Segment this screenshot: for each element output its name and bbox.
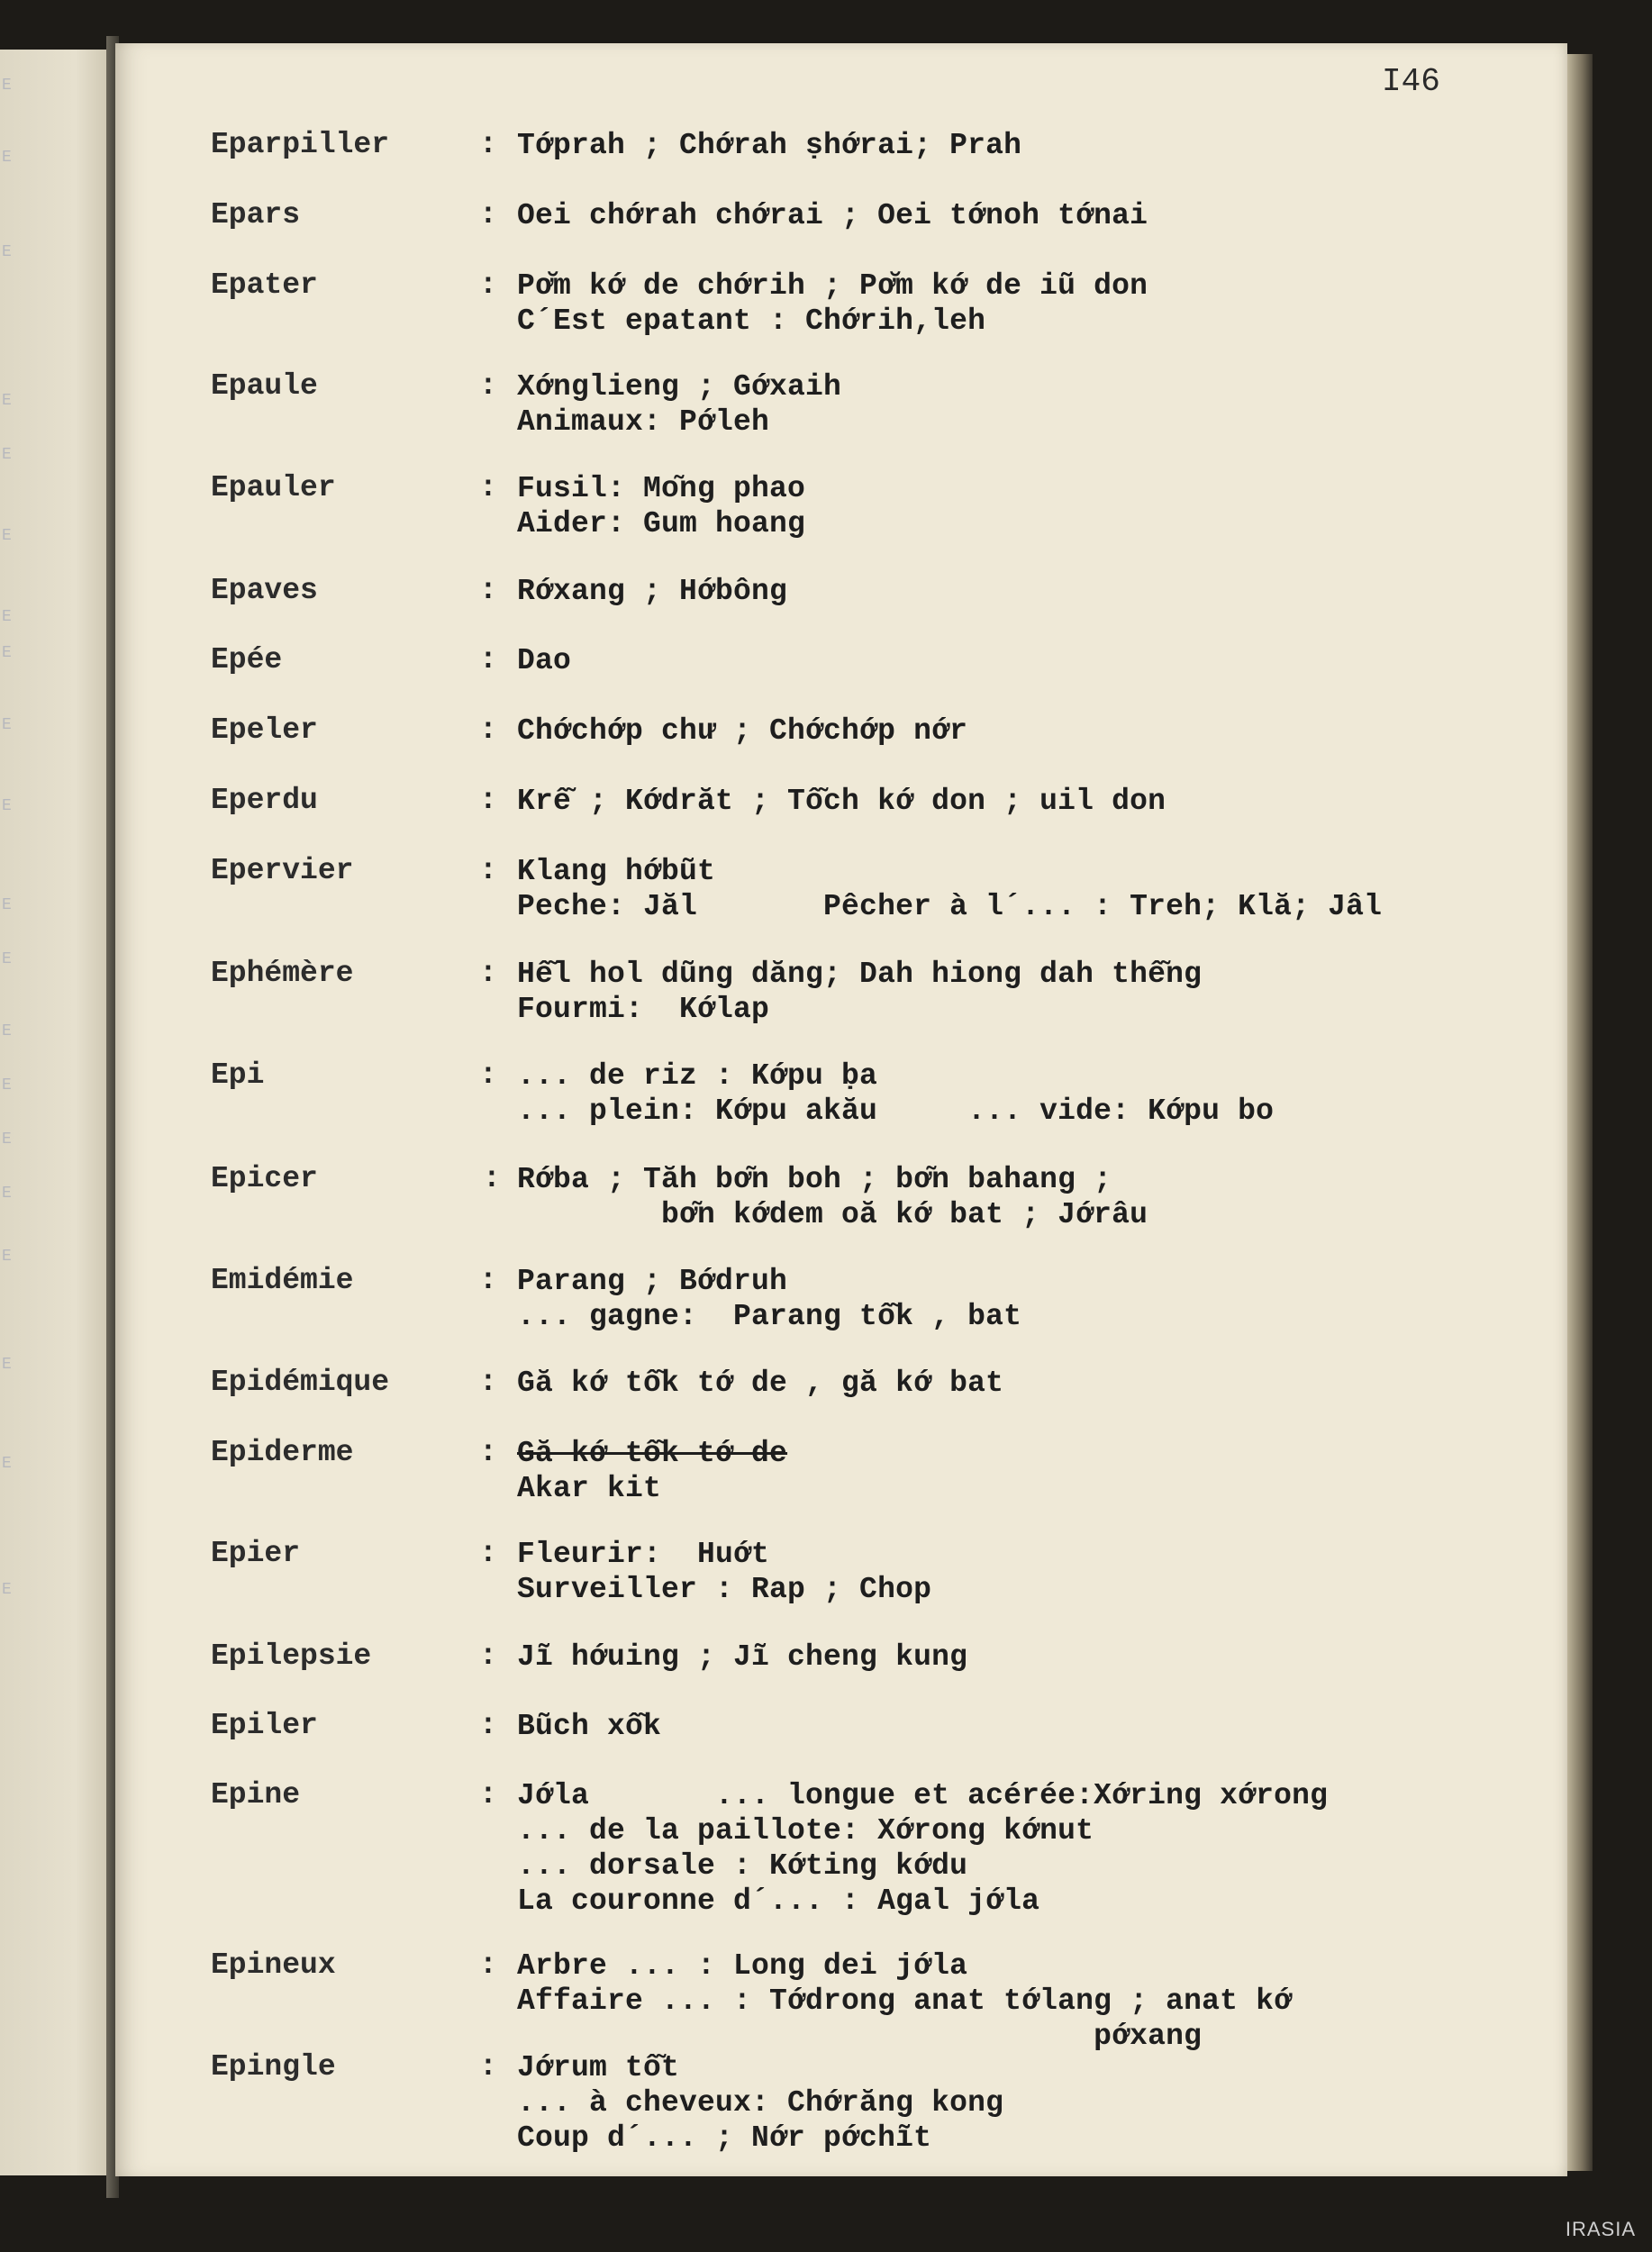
definition-line: ... à cheveux: Chớrăng kong [517,2086,1004,2120]
entry-separator: : [479,1778,497,1812]
entry-term: Epineux [211,1948,336,1982]
definition-line: Aider: Gum hoang [517,507,806,540]
bleed-mark: E [2,1022,12,1040]
definition-line: Akar kit [517,1472,662,1505]
page-number: I46 [1382,63,1440,100]
definition-line: Parang ; Bớdruh [517,1265,788,1298]
definition-line: La couronne d´... : Agal jớla [517,1884,1040,1918]
bleed-mark: E [2,527,12,545]
entry-term: Epervier [211,854,354,887]
entry-term: Epiderme [211,1436,354,1469]
entry-separator: : [479,268,497,302]
entry-definition [517,1366,1003,1401]
entry-separator: : [479,574,497,607]
bleed-mark: E [2,77,12,95]
entry-definition [517,574,787,609]
definition-line: Klang hớbũt [517,855,716,888]
bleed-mark: E [2,1455,12,1473]
definition-line: Xớnglieng ; Gớxaih [517,370,842,404]
definition-line: Pơ̆m kớ de chớrih ; Pơ̆m kớ de iũ don [517,269,1148,303]
definition-line: ... de riz : Kớpu ḅa [517,1059,878,1093]
bleed-mark: E [2,446,12,464]
entry-term: Epiler [211,1709,318,1742]
entry-separator: : [479,2050,497,2084]
entry-separator: : [479,1709,497,1742]
definition-line: Fourmi: Kớlap [517,993,770,1026]
definition-line: Coup d´... ; Nớr pớchĩt [517,2121,932,2155]
definition-line: Dao [517,644,572,677]
entry-separator: : [479,1639,497,1673]
entry-definition [517,2050,1003,2156]
entry-separator: : [479,784,497,817]
entry-definition [517,1264,1021,1334]
bleed-mark: E [2,950,12,968]
definition-line: Hê͂l hol dũng dăng; Dah hiong dah thê͂ng [517,958,1203,991]
entry-term: Epeler [211,713,318,747]
entry-definition [517,643,571,678]
definition-line: Surveiller : Rap ; Chop [517,1573,932,1606]
entry-separator: : [479,643,497,677]
bleed-mark: E [2,1581,12,1599]
definition-line: Gă kớ tô͂k tớ de , gă kớ bat [517,1367,1004,1400]
definition-line: Bũch xô͂k [517,1710,662,1743]
entry-separator: : [479,1948,497,1982]
entry-term: Epaule [211,369,318,403]
bleed-mark: E [2,149,12,167]
watermark: IRASIA [1565,2218,1636,2240]
entry-term: Epée [211,643,283,677]
entry-term: Epars [211,198,301,232]
bleed-mark: E [2,1131,12,1149]
entry-definition [517,854,1382,924]
bleed-mark: E [2,797,12,815]
entry-definition [517,784,1166,819]
bleed-mark: E [2,1356,12,1374]
definition-line: ... gagne: Parang tô͂k , bat [517,1300,1022,1333]
entry-separator: : [479,713,497,747]
entry-separator: : [479,198,497,232]
entry-separator: : [479,854,497,887]
entry-separator: : [479,128,497,161]
entry-separator: : [479,369,497,403]
entry-separator: : [479,957,497,990]
entry-definition [517,1058,1274,1129]
entry-definition [517,198,1148,233]
bleed-mark: E [2,716,12,734]
definition-line: Fusil: Mo͂ng phao [517,472,806,505]
entry-term: Epauler [211,471,336,504]
entry-separator: : [479,1366,497,1399]
entry-separator: : [479,1264,497,1297]
entry-term: Epi [211,1058,265,1092]
definition-line: Gă kớ tô͂k tớ de [517,1437,788,1470]
entry-separator: : [479,1436,497,1469]
entry-term: Epater [211,268,318,302]
bleed-mark: E [2,896,12,914]
entry-term: Epidémique [211,1366,390,1399]
entry-separator: : [479,1537,497,1570]
bleed-mark: E [2,243,12,261]
bleed-mark: E [2,608,12,626]
entry-definition [517,1639,967,1675]
definition-line: Krê͂ ; Kớdrăt ; Tô͂ch kớ don ; uil don [517,785,1166,818]
definition-line: Chớchớp chư ; Chớchớp nớr [517,714,968,748]
entry-definition [517,128,1021,163]
entry-separator: : [483,1162,501,1195]
entry-term: Eperdu [211,784,318,817]
definition-line: Affaire ... : Tớdrong anat tớlang ; anat kớ [517,1984,1293,2018]
definition-line: Fleurir: Huớt [517,1538,770,1571]
entry-term: Epaves [211,574,318,607]
entry-term: Epicer [211,1162,318,1195]
definition-line: Oei chớrah chớrai ; Oei tớnoh tớnai [517,199,1148,232]
bleed-mark: E [2,1076,12,1094]
definition-line: ... de la paillote: Xớrong kớnut [517,1814,1094,1848]
entry-definition [517,1436,787,1506]
entry-definition [517,1162,1148,1232]
entry-definition [517,713,967,749]
entry-definition [517,1778,1328,1919]
definition-line: ... plein: Kớpu akău ... vide: Kớpu bo [517,1094,1275,1128]
entry-term: Epingle [211,2050,336,2084]
definition-line: Rớba ; Tăh bơ͂n boh ; bơ͂n bahang ; [517,1163,1112,1196]
entry-term: Eparpiller [211,128,390,161]
entry-term: Emidémie [211,1264,354,1297]
definition-line: Jớla ... longue et acérée:Xớring xớrong [517,1779,1329,1812]
entry-definition [517,1537,931,1607]
entry-separator: : [479,471,497,504]
entry-separator: : [479,1058,497,1092]
definition-line: C´Est epatant : Chớrih,leh [517,304,986,338]
definition-line: Tớprah ; Chớrah ṣhớrai; Prah [517,129,1022,162]
definition-line: bơ͂n kớdem oă kớ bat ; Jớrâu [517,1198,1148,1231]
definition-line: pớxang [517,2020,1203,2053]
page-edge-shadow [1567,54,1593,2171]
definition-line: Peche: Jăl Pêcher à l´... : Treh; Klă; Jâl [517,890,1383,923]
entry-definition [517,369,841,440]
entry-term: Epilepsie [211,1639,372,1673]
definition-line: ... dorsale : Kớting kớdu [517,1849,968,1883]
bleed-mark: E [2,1248,12,1266]
left-page-edge [0,50,108,2175]
entry-definition [517,1709,661,1744]
entry-term: Epine [211,1778,301,1812]
entry-term: Ephémère [211,957,354,990]
entry-definition [517,471,805,541]
definition-line: Jĩ hớuing ; Jĩ cheng kung [517,1640,968,1674]
definition-line: Rớxang ; Hớbông [517,575,788,608]
definition-line: Arbre ... : Long dei jớla [517,1949,968,1983]
bleed-mark: E [2,1185,12,1203]
entry-definition [517,268,1148,339]
entry-definition [517,1948,1292,2054]
bleed-mark: E [2,644,12,662]
bleed-mark: E [2,392,12,410]
definition-line: Animaux: Pớleh [517,405,770,439]
entry-definition [517,957,1202,1027]
entry-term: Epier [211,1537,301,1570]
definition-line: Jớrum tô͂t [517,2051,680,2084]
